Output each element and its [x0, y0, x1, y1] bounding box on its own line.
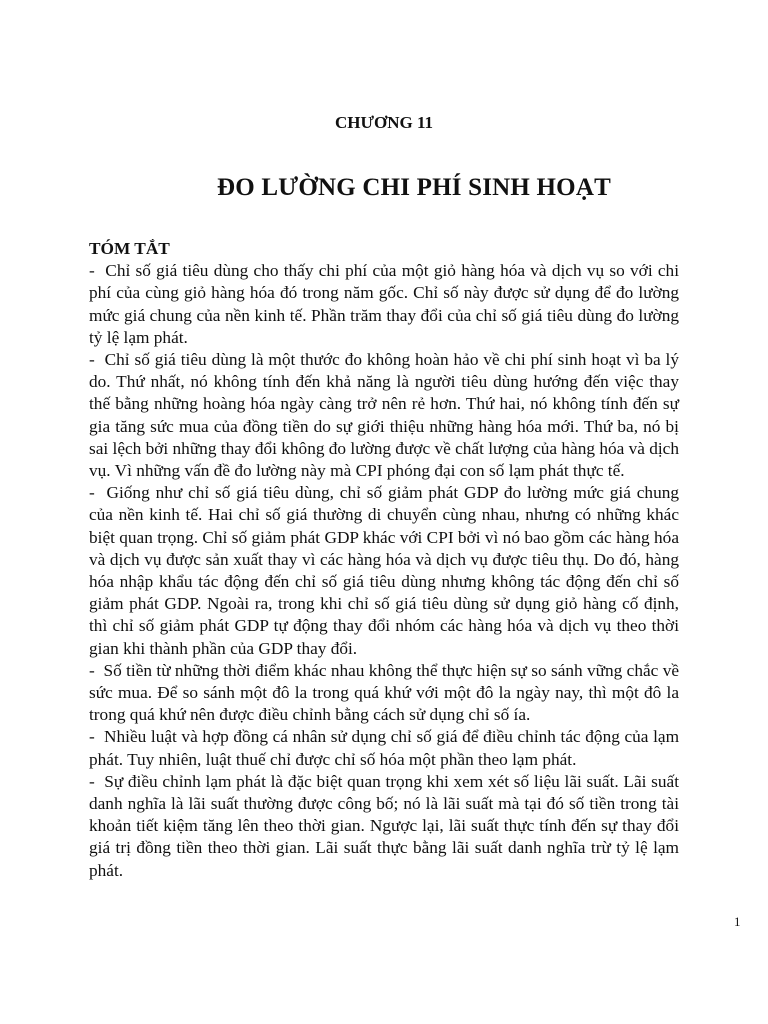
summary-paragraph — [89, 482, 679, 660]
summary-paragraph — [89, 349, 679, 482]
page-number: 1 — [734, 914, 741, 929]
bullet-marker: - — [89, 771, 95, 791]
summary-paragraph — [89, 771, 679, 882]
summary-paragraph-list — [89, 260, 679, 882]
paragraph-text: Chỉ số giá tiêu dùng là một thước đo không hoàn hảo về chi phí sinh hoạt vì ba lý do. Thứ nhất, nó không tính đến khả năng là người tiêu dùng hướng đến việc thay thế bằng những hoàng hóa ngày càng trở nên rẻ hơn. Thứ hai, nó không tính đến sự gia tăng sức mua của đồng tiền do sự giới thiệu những hàng hóa mới. Thứ ba, nó bị sai lệch bởi những thay đổi không đo lường được về chất lượng của hàng hóa và dịch vụ. Vì những vấn đề đo lường này mà CPI phóng đại con số lạm phát thực tế. — [89, 350, 680, 481]
paragraph-text: Sự điều chỉnh lạm phát là đặc biệt quan trọng khi xem xét số liệu lãi suất. Lãi suất danh nghĩa là lãi suất thường được công bố; nó là lãi suất mà tại đó số tiền trong tài khoản tiết kiệm tăng lên theo thời gian. Ngược lại, lãi suất thực tính đến sự thay đổi giá trị đồng tiền theo thời gian. Lãi suất thực bằng lãi suất danh nghĩa trừ tỷ lệ lạm phát. — [89, 771, 680, 880]
summary-paragraph — [89, 260, 679, 349]
paragraph-text: Nhiều luật và hợp đồng cá nhân sử dụng chỉ số giá để điều chỉnh tác động của lạm phát. Tuy nhiên, luật thuế chỉ được chỉ số hóa một phần theo lạm phát. — [89, 727, 680, 769]
chapter-title: ĐO LƯỜNG CHI PHÍ SINH HOẠT — [217, 174, 611, 201]
summary-heading: TÓM TẮT — [89, 239, 170, 258]
bullet-marker: - — [89, 660, 95, 680]
bullet-marker: - — [89, 350, 95, 370]
summary-paragraph — [89, 660, 679, 727]
bullet-marker: - — [89, 483, 95, 503]
summary-section — [89, 238, 679, 882]
bullet-marker: - — [89, 727, 95, 747]
paragraph-text: Giống như chỉ số giá tiêu dùng, chỉ số giảm phát GDP đo lường mức giá chung của nền kinh tế. Hai chỉ số giá thường di chuyển cùng nhau, nhưng có những khác biệt quan trọng. Chỉ số giảm phát GDP khác với CPI bởi vì nó bao gồm các hàng hóa và dịch vụ được sản xuất thay vì các hàng hóa và dịch vụ được tiêu thụ. Do đó, hàng hóa nhập khẩu tác động đến chỉ số giá tiêu dùng nhưng không tác động đến chỉ số giảm phát GDP. Ngoài ra, trong khi chỉ số giá tiêu dùng sử dụng giỏ hàng cố định, thì chỉ số giảm phát GDP tự động thay đổi nhóm các hàng hóa và dịch vụ theo thời gian khi thành phần của GDP thay đổi. — [89, 483, 679, 658]
chapter-label: CHƯƠNG 11 — [334, 113, 434, 132]
summary-paragraph — [89, 726, 679, 770]
paragraph-text: Số tiền từ những thời điểm khác nhau không thể thực hiện sự so sánh vững chắc về sức mua. Để so sánh một đô la trong quá khứ với một đô la ngày nay, thì một đô la trong quá khứ nên được điều chỉnh bằng cách sử dụng chỉ số ía. — [89, 660, 680, 725]
bullet-marker: - — [89, 261, 95, 281]
paragraph-text: Chỉ số giá tiêu dùng cho thấy chi phí của một giỏ hàng hóa và dịch vụ so với chi phí của cùng giỏ hàng hóa đó trong năm gốc. Chỉ số này được sử dụng để đo lường mức giá chung của nền kinh tế. Phần trăm thay đổi của chỉ số giá tiêu dùng đo lường tỷ lệ lạm phát. — [89, 261, 679, 347]
